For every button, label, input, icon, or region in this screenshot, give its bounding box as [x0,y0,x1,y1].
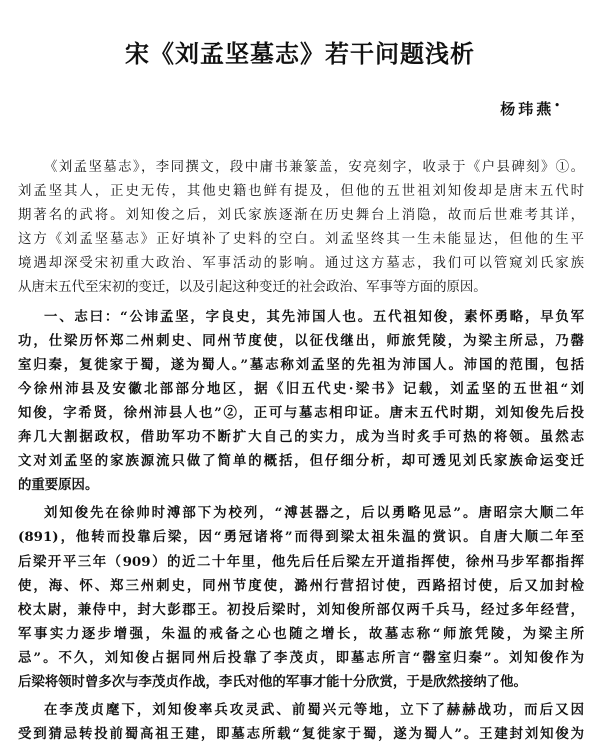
text-line: 文对刘孟坚的家族源流只做了简单的概括，但仔细分析，却可透见刘氏家族命运变迁 [18,453,584,470]
paragraph [18,698,584,746]
text-line: 校太尉，兼侍中，封大彭郡王。初投后梁时，刘知俊所部仅两千兵马，经过多年经营， [18,601,584,618]
text-line: 后梁将领时曾多次与李茂贞作战，李氏对他的军事才能十分欣赏，于是欣然接纳了他。 [18,673,527,690]
paragraph [18,305,584,498]
text-line: 功，仕梁历怀郑二州刺史、同州节度使，以征伐继出，师旅凭陵，为梁主所忌，乃罄 [18,332,584,349]
text-line: 的重要原因。 [18,477,99,494]
author-name [500,98,560,119]
article-body [18,156,584,746]
text-line: 知俊，字希贤，徐州沛县人也”②，正可与墓志相印证。唐末五代时期，刘知俊先后投 [18,404,584,421]
text-line: 忌”。不久，刘知俊占据同州后投靠了李茂贞，即墓志所言“罄室归秦”。刘知俊作为 [18,649,584,666]
article-title: 宋《刘孟坚墓志》若干问题浅析 [125,39,475,68]
text-line: 今徐州沛县及安徽北部部分地区，据《旧五代史·梁书》记载，刘孟坚的五世祖“刘 [18,380,584,397]
text-line: 受到猜忌转投前蜀高祖王建，即墓志所载“复徙家于蜀，遂为蜀人”。王建封刘知俊为 [18,726,584,743]
text-line: 在李茂贞麾下，刘知俊率兵攻灵武、前蜀兴元等地，立下了赫赫战功，而后又因 [44,702,584,719]
text-line: 刘知俊先在徐帅时溥部下为校列，“溥甚器之，后以勇略见忌”。唐昭宗大顺二年 [44,505,584,522]
text-line: 刘孟坚其人，正史无传，其他史籍也鲜有提及，但他的五世祖刘知俊却是唐末五代时 [18,184,584,200]
text-line: 使，海、怀、郑三州刺史，同州节度使，潞州行营招讨使，西路招讨使，后又加封检 [18,577,584,594]
text-line: 室归秦，复徙家于蜀，遂为蜀人。”墓志称刘孟坚的先祖为沛国人。沛国的范围，包括 [18,356,584,373]
author-footnote-mark: • [554,101,560,111]
text-line: 期著名的武将。刘知俊之后，刘氏家族逐渐在历史舞台上消隐，故而后世难考其详， [18,208,584,224]
text-line: 这方《刘孟坚墓志》正好填补了史料的空白。刘孟坚终其一生未能显达，但他的生平 [18,232,584,248]
text-line: (891)，他转而投靠后梁，因“勇冠诸将”而得到梁太祖朱温的赏识。自唐大顺二年至 [18,529,584,546]
text-line: 一、志曰：“公讳孟坚，字良史，其先沛国人也。五代祖知俊，素怀勇略，早负军 [44,308,584,325]
text-line: 《刘孟坚墓志》，李同撰文，段中庸书兼篆盖，安亮刻字，收录于《户县碑刻》①。 [44,160,584,175]
text-line: 奔几大割据政权，借助军功不断扩大自己的实力，成为当时炙手可热的将领。虽然志 [18,429,584,446]
text-line: 从唐末五代至宋初的变迁，以及引起这种变迁的社会政治、军事等方面的原因。 [18,280,487,296]
text-line: 后梁开平三年（909）的近二十年里，他先后任后梁左开道指挥使，徐州马步军都指挥 [18,553,584,570]
author-name-text: 杨玮燕 [500,100,555,118]
paragraph [18,501,584,694]
text-line: 境遇却深受宋初重大政治、军事活动的影响。通过这方墓志，我们可以管窥刘氏家族 [18,256,584,272]
text-line: 军事实力逐步增强，朱温的戒备之心也随之增长，故墓志称“师旅凭陵，为梁主所 [18,625,584,642]
paragraph [18,156,584,301]
